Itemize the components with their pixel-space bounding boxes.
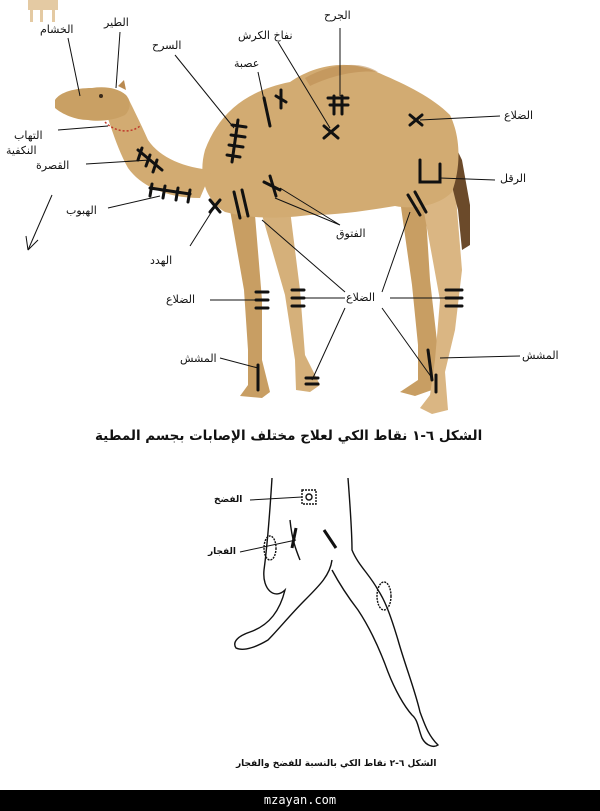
label-jarh: الجرح: [324, 9, 351, 22]
label-asaba: عصبة: [234, 57, 260, 70]
label-dala-mid: الضلاع: [346, 291, 376, 304]
label-sarh: السرح: [152, 39, 182, 52]
label-iltihab-1: التهاب: [14, 129, 43, 142]
fadakh-target-icon: [302, 490, 316, 504]
leg-outline-right: [332, 478, 438, 746]
leg-outline-left: [235, 478, 332, 649]
label-fadakh: الفضخ: [214, 495, 243, 505]
figure-1-caption: الشكل ٦-١ نقاط الكي لعلاج مختلف الإصابات بجسم المطية: [95, 428, 483, 444]
label-mashash-right: المشش: [522, 349, 559, 362]
figure-2-caption: الشكل ٦-٢ نقاط الكي بالنسبة للفضخ والفجار: [236, 759, 437, 769]
label-futuq: الفتوق: [336, 227, 366, 240]
site-watermark-footer: mzayan.com: [0, 790, 600, 811]
camel-front-left-leg: [230, 210, 270, 398]
hock-hatch-right: [377, 582, 391, 610]
label-dala-left: الضلاع: [166, 293, 196, 306]
label-nafakh-karsh: نفاخ الكرش: [238, 29, 293, 42]
fajjar-mark-1: [292, 528, 296, 548]
camel-ear: [118, 80, 126, 90]
label-hadad: الهدد: [150, 254, 173, 267]
leg-diagram: [235, 478, 438, 746]
label-khasham: الخشام: [40, 23, 74, 36]
label-tair: الطير: [104, 16, 129, 29]
camel-body: [202, 65, 458, 218]
leader-fajjar: [240, 540, 296, 552]
label-iltihab-2: النكفية: [6, 144, 37, 157]
leader-fadakh: [250, 497, 302, 500]
camel-illustration: [55, 65, 470, 414]
label-mashash-left: المشش: [180, 352, 217, 365]
label-hubub: الهبوب: [66, 204, 97, 217]
thumbnail-camel-icon: [28, 0, 58, 22]
label-raql: الرقل: [500, 172, 527, 185]
camel-front-right-leg: [262, 210, 320, 392]
camel-eye: [99, 94, 103, 98]
fajjar-mark-2: [324, 530, 336, 548]
label-qasra: القصرة: [36, 159, 70, 172]
label-fajjar: الفجار: [208, 547, 236, 557]
label-dala-top: الضلاع: [504, 109, 534, 122]
camel-head: [55, 87, 130, 121]
